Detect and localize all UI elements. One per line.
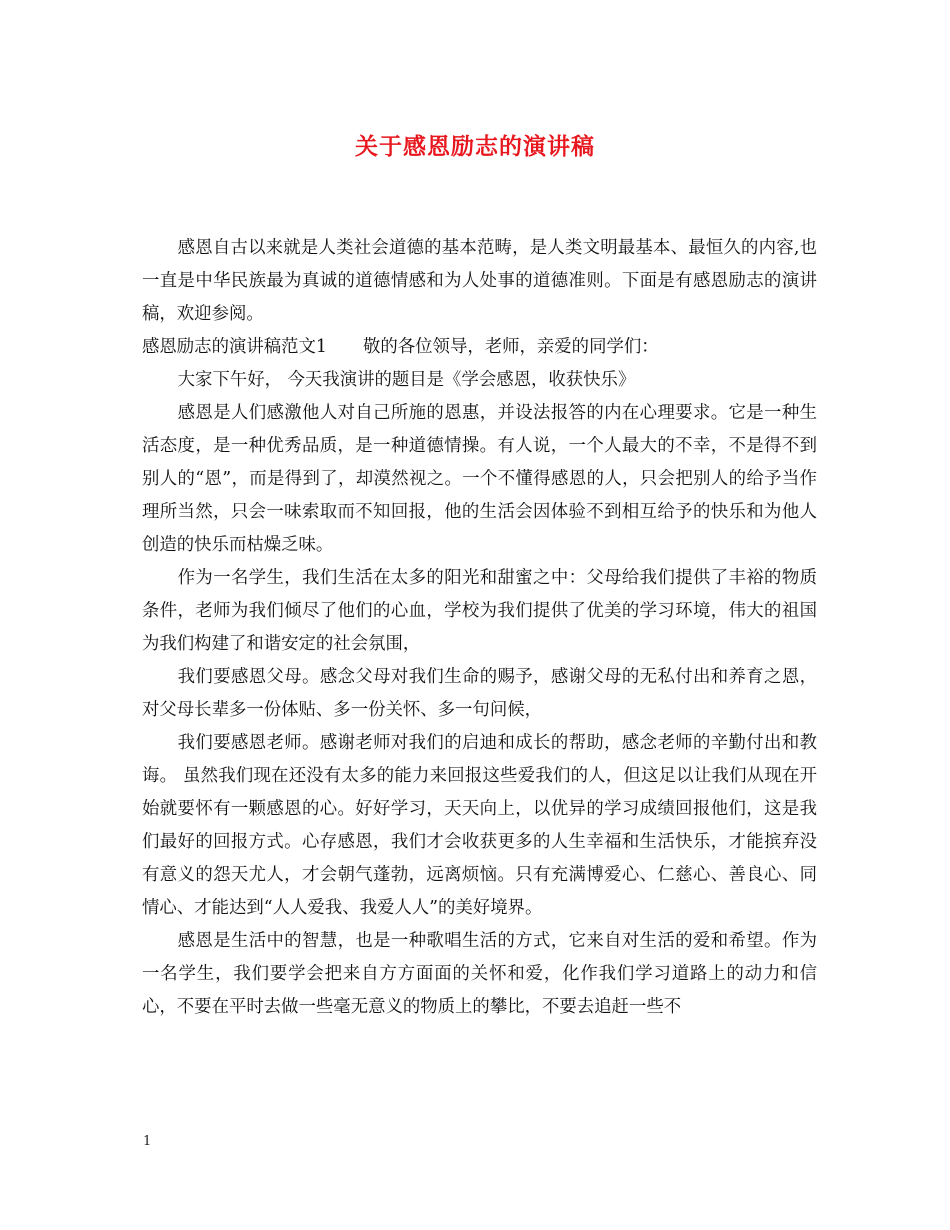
paragraph-greeting: 大家下午好， 今天我演讲的题目是《学会感恩，收获快乐》 <box>177 370 636 390</box>
paragraph-thank-teachers: 我们要感恩老师。感谢老师对我们的启迪和成长的帮助，感念老师的辛勤付出和教诲。 虽然我们现在还没有太多的能力来回报这些爱我们的人，但这足以让我们从现在开始就要怀有一颗感恩的心。好好学习，天天向上，以优异的学习成绩回报他们，这是我们最好的回报方式。心存感恩，我们才会收获更多的人生幸福和生活快乐，才能摈弃没有意义的怨天尤人，才会朝气蓬勃，远离烦恼。只有充满博爱心、仁慈心、善良心、同情心、才能达到“人人爱我、我爱人人”的美好境界。 <box>142 733 817 918</box>
salutation: 敬的各位领导，老师，亲爱的同学们： <box>362 337 659 357</box>
paragraph-gratitude-definition: 感恩是人们感激他人对自己所施的恩惠，并设法报答的内在心理要求。它是一种生活态度，是一种优秀品质，是一种道德情操。有人说，一个人最大的不幸，不是得不到别人的“恩”，而是得到了，却漠然视之。一个不懂得感恩的人，只会把别人的给予当作理所当然，只会一味索取而不知回报，他的生活会因体验不到相互给予的快乐和为他人创造的快乐而枯燥乏味。 <box>142 403 817 555</box>
paragraph-student-life: 作为一名学生，我们生活在太多的阳光和甜蜜之中：父母给我们提供了丰裕的物质条件，老师为我们倾尽了他们的心血，学校为我们提供了优美的学习环境，伟大的祖国为我们构建了和谐安定的社会氛围， <box>142 568 817 654</box>
page-number: 1 <box>143 1134 152 1149</box>
section-heading-line <box>142 331 817 364</box>
paragraph-gratitude-wisdom: 感恩是生活中的智慧，也是一种歌唱生活的方式，它来自对生活的爱和希望。作为一名学生，我们要学会把来自方方面面的关怀和爱，化作我们学习道路上的动力和信心，不要在平时去做一些毫无意义的物质上的攀比，不要去追赶一些不 <box>142 931 817 1017</box>
document-body <box>142 232 817 1024</box>
document-title: 关于感恩励志的演讲稿 <box>355 133 595 160</box>
paragraph-thank-parents: 我们要感恩父母。感念父母对我们生命的赐予，感谢父母的无私付出和养育之恩，对父母长辈多一份体贴、多一份关怀、多一句问候， <box>142 667 817 720</box>
section-heading: 感恩励志的演讲稿范文1 <box>142 337 327 357</box>
intro-paragraph: 感恩自古以来就是人类社会道德的基本范畴，是人类文明最基本、最恒久的内容,也一直是中华民族最为真诚的道德情感和为人处事的道德准则。下面是有感恩励志的演讲稿，欢迎参阅。 <box>142 238 817 324</box>
